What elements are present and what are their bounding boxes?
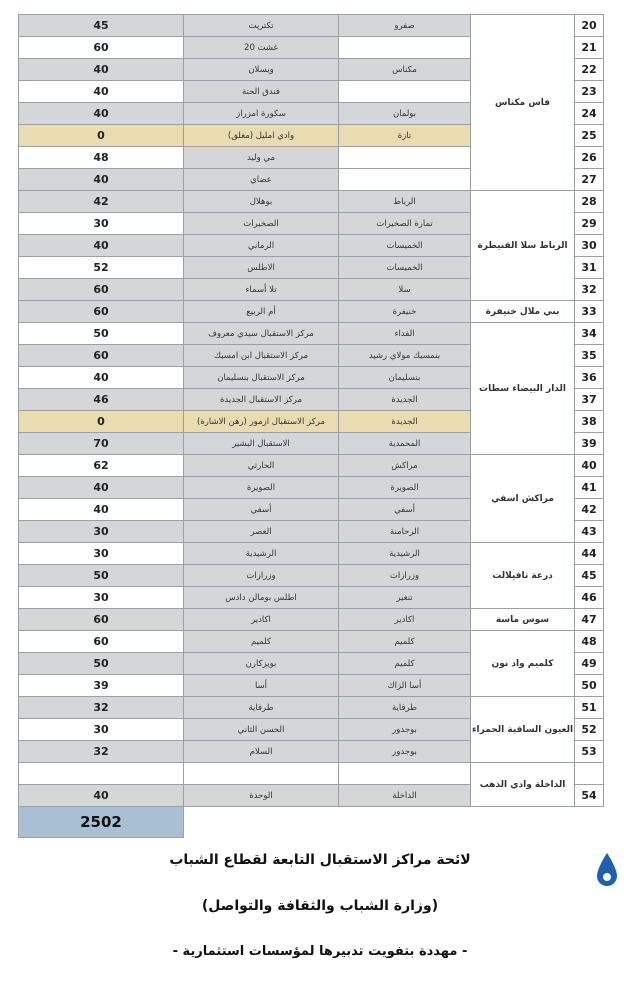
capacity-cell: 39 [19,675,184,697]
table-row [19,455,604,477]
table-row [19,763,604,785]
capacity-cell: 50 [19,565,184,587]
row-number-cell: 24 [575,103,604,125]
table-row [19,15,604,37]
row-number-cell: 50 [575,675,604,697]
capacity-cell: 60 [19,609,184,631]
row-number-cell: 38 [575,411,604,433]
row-number-cell: 52 [575,719,604,741]
center-name-cell: الوحدة [184,785,339,807]
row-number-cell: 44 [575,543,604,565]
row-number-cell: 53 [575,741,604,763]
capacity-cell: 40 [19,81,184,103]
row-number-cell: 45 [575,565,604,587]
province-cell: الخميسات [339,235,471,257]
center-name-cell: بوهلال [184,191,339,213]
province-cell: الداخلة [339,785,471,807]
row-number-cell: 49 [575,653,604,675]
province-cell: الفداء [339,323,471,345]
center-name-cell: كلميم [184,631,339,653]
reception-centers-table-wrap [18,14,603,838]
total-blank [184,807,604,838]
center-name-cell: وزرازات [184,565,339,587]
row-number-cell: 31 [575,257,604,279]
caption-title: لائحة مراكز الاستقبال التابعة لقطاع الشباب [169,852,471,868]
capacity-cell: 0 [19,411,184,433]
region-cell: فاس مكناس [471,15,575,191]
row-number-cell: 23 [575,81,604,103]
capacity-cell: 40 [19,169,184,191]
province-cell: الرشيدية [339,543,471,565]
capacity-cell: 40 [19,103,184,125]
capacity-cell: 0 [19,125,184,147]
center-name-cell: بويزكارن [184,653,339,675]
province-cell [339,81,471,103]
region-cell: الداخلة وادي الذهب [471,763,575,807]
table-row [19,631,604,653]
province-cell: الرباط [339,191,471,213]
center-name-cell: الاستقبال البشير [184,433,339,455]
region-cell: كلميم واد نون [471,631,575,697]
capacity-cell: 30 [19,543,184,565]
province-cell: اكادير [339,609,471,631]
center-name-cell: الصخيرات [184,213,339,235]
row-number-cell: 43 [575,521,604,543]
province-cell: أسا الزاك [339,675,471,697]
table-body [19,15,604,838]
capacity-cell: 40 [19,367,184,389]
center-name-cell: مركز الاستقبال بنسليمان [184,367,339,389]
capacity-cell: 42 [19,191,184,213]
province-cell: الخميسات [339,257,471,279]
row-number-cell: 30 [575,235,604,257]
capacity-cell: 30 [19,587,184,609]
region-cell: سوس ماسة [471,609,575,631]
center-name-cell: اكادير [184,609,339,631]
center-name-cell: مركز الاستقبال ابن امسيك [184,345,339,367]
province-cell [339,147,471,169]
row-number-cell: 39 [575,433,604,455]
row-number-cell: 51 [575,697,604,719]
capacity-cell: 60 [19,279,184,301]
row-number-cell: 36 [575,367,604,389]
capacity-cell: 45 [19,15,184,37]
province-cell: مراكش [339,455,471,477]
province-cell: الصويرة [339,477,471,499]
capacity-cell: 50 [19,653,184,675]
capacity-cell: 50 [19,323,184,345]
center-name-cell [184,763,339,785]
row-number-cell: 42 [575,499,604,521]
center-name-cell: عضاي [184,169,339,191]
table-row [19,543,604,565]
capacity-cell: 60 [19,37,184,59]
center-name-cell: أم الربيع [184,301,339,323]
province-cell: تمارة الصخيرات [339,213,471,235]
center-name-cell: أسا [184,675,339,697]
province-cell: تنغير [339,587,471,609]
capacity-cell: 60 [19,301,184,323]
province-cell: مكناس [339,59,471,81]
center-name-cell: مي وليد [184,147,339,169]
region-cell: مراكش اسفي [471,455,575,543]
row-number-cell [575,763,604,785]
center-name-cell: الحارثي [184,455,339,477]
row-number-cell: 22 [575,59,604,81]
capacity-cell: 60 [19,345,184,367]
capacity-cell: 62 [19,455,184,477]
capacity-cell: 40 [19,235,184,257]
row-number-cell: 47 [575,609,604,631]
province-cell: بولمان [339,103,471,125]
capacity-cell: 30 [19,213,184,235]
row-number-cell: 34 [575,323,604,345]
province-cell: الرحامنة [339,521,471,543]
row-number-cell: 29 [575,213,604,235]
table-row [19,697,604,719]
center-name-cell: السلام [184,741,339,763]
region-cell: بني ملال خنيفرة [471,301,575,323]
table-row [19,609,604,631]
row-number-cell: 33 [575,301,604,323]
center-name-cell: الصويرة [184,477,339,499]
center-name-cell: سكورة امزراز [184,103,339,125]
row-number-cell: 48 [575,631,604,653]
province-cell: تازة [339,125,471,147]
province-cell: أسفي [339,499,471,521]
province-cell: المحمدية [339,433,471,455]
table-row [19,301,604,323]
capacity-cell: 30 [19,521,184,543]
capacity-cell: 30 [19,719,184,741]
province-cell: طرفاية [339,697,471,719]
center-name-cell: تلا أسماء [184,279,339,301]
center-name-cell: تكتريت [184,15,339,37]
province-cell [339,763,471,785]
center-name-cell: مركز الاستقبال ازمور (رهن الاشارة) [184,411,339,433]
row-number-cell: 28 [575,191,604,213]
center-name-cell: العصر [184,521,339,543]
row-number-cell: 26 [575,147,604,169]
water-drop-icon [595,852,619,888]
center-name-cell: ويسلان [184,59,339,81]
capacity-cell: 32 [19,697,184,719]
center-name-cell: اطلس بومالن دادس [184,587,339,609]
province-cell: بنسليمان [339,367,471,389]
region-cell: العيون الساقية الحمراء [471,697,575,763]
province-cell: الجديدة [339,411,471,433]
center-name-cell: مركز الاستقبال سيدي معروف [184,323,339,345]
capacity-cell: 48 [19,147,184,169]
province-cell: صفرو [339,15,471,37]
center-name-cell: أسفي [184,499,339,521]
province-cell: خنيفرة [339,301,471,323]
capacity-cell: 70 [19,433,184,455]
province-cell: سلا [339,279,471,301]
center-name-cell: مركز الاستقبال الجديدة [184,389,339,411]
capacity-cell: 32 [19,741,184,763]
province-cell: وزرازات [339,565,471,587]
row-number-cell: 40 [575,455,604,477]
province-cell: بوجدور [339,719,471,741]
region-cell: الدار البيضاء سطات [471,323,575,455]
province-cell [339,37,471,59]
province-cell: كلميم [339,653,471,675]
center-name-cell: فندق الحنة [184,81,339,103]
row-number-cell: 37 [575,389,604,411]
capacity-cell: 46 [19,389,184,411]
center-name-cell: الاطلس [184,257,339,279]
province-cell: كلميم [339,631,471,653]
row-number-cell: 54 [575,785,604,807]
row-number-cell: 20 [575,15,604,37]
province-cell: بوجدور [339,741,471,763]
center-name-cell: الحسن الثاني [184,719,339,741]
capacity-cell [19,763,184,785]
center-name-cell: وادي امليل (مغلق) [184,125,339,147]
capacity-cell: 40 [19,499,184,521]
total-capacity: 2502 [19,807,184,838]
row-number-cell: 27 [575,169,604,191]
province-cell: الجديدة [339,389,471,411]
capacity-cell: 52 [19,257,184,279]
row-number-cell: 32 [575,279,604,301]
region-cell: الرباط سلا القنيطرة [471,191,575,301]
center-name-cell: الرماني [184,235,339,257]
province-cell: بنمسيك مولاي رشيد [339,345,471,367]
caption-warning: - مهددة بتفويت تدبيرها لمؤسسات استثمارية - [172,944,468,959]
capacity-cell: 60 [19,631,184,653]
row-number-cell: 21 [575,37,604,59]
center-name-cell: 20 غشت [184,37,339,59]
row-number-cell: 41 [575,477,604,499]
caption-ministry: (وزارة الشباب والثقافة والتواصل) [201,898,439,914]
capacity-cell: 40 [19,785,184,807]
capacity-cell: 40 [19,477,184,499]
province-cell [339,169,471,191]
reception-centers-table [18,14,604,838]
row-number-cell: 35 [575,345,604,367]
capacity-cell: 40 [19,59,184,81]
table-row [19,323,604,345]
region-cell: درعة تافيلالت [471,543,575,609]
row-number-cell: 46 [575,587,604,609]
center-name-cell: الرشيدية [184,543,339,565]
center-name-cell: طرفاية [184,697,339,719]
table-row [19,191,604,213]
row-number-cell: 25 [575,125,604,147]
total-row [19,807,604,838]
